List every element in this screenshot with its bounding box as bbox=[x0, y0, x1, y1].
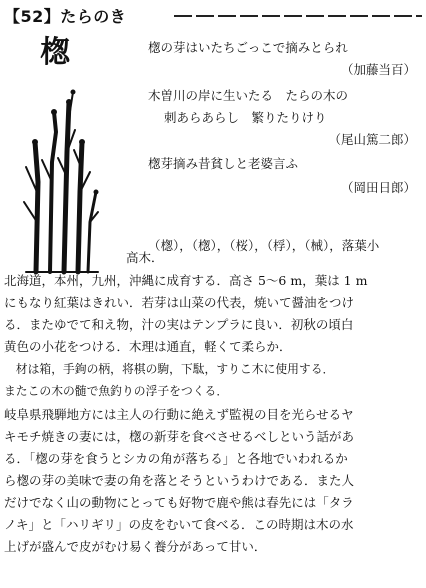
poem-2-line: 木曽川の岸に生いたる たらの木の bbox=[148, 88, 349, 103]
paragraph-line: だけでなく山の動物にとっても好物で鹿や熊は春先には「タラ bbox=[4, 495, 354, 510]
paragraph-line: にもなり紅葉はきれい．若芽は山菜の代表，焼いて醤油をつけ bbox=[4, 295, 355, 310]
alias-names-2: 高木． bbox=[126, 250, 164, 265]
poem-1-line: 楤の芽はいたちごっこで摘みとられ bbox=[148, 40, 348, 55]
paragraph-line: ノキ」と「ハリギリ」の皮をむいて食べる．この時期は木の水 bbox=[4, 517, 354, 532]
poem-3-line: 楤芽摘み昔貧しと老婆言ふ bbox=[148, 156, 299, 171]
paragraph-line: またこの木の髄で魚釣りの浮子をつくる． bbox=[4, 384, 229, 398]
poem-1-author: （加藤当百） bbox=[340, 62, 416, 77]
paragraph-line: 岐阜県飛騨地方には主人の行動に絶えず監視の目を光らせるヤ bbox=[4, 407, 354, 422]
paragraph-line: 北海道，本州，九州，沖縄に成育する．高さ 5～6 m，葉は 1 m bbox=[4, 273, 368, 288]
poem-3-author: （岡田日郎） bbox=[340, 180, 416, 195]
alias-names: （楤），（楤），（桜），（桴），（械），落葉小 bbox=[148, 238, 380, 253]
paragraph-line: 材は箱，手鉤の柄，将棋の駒，下駄，すりこ木に使用する． bbox=[4, 362, 335, 376]
paragraph-line: る．「楤の芽を食うとシカの角が落ちる」と各地でいわれるか bbox=[4, 451, 348, 466]
poem-2-line-2: 刺あらあらし 繁りたりけり bbox=[164, 110, 327, 125]
poem-2-author: （尾山篤二郎） bbox=[328, 132, 416, 147]
paragraph-line: ら楤の芽の美味で妻の角を落とそうというわけである．また人 bbox=[4, 473, 355, 488]
section-header bbox=[4, 4, 422, 24]
paragraph-2 bbox=[4, 358, 422, 402]
paragraph-line: 上げが盛んで皮がむけ易く養分があって甘い． bbox=[4, 539, 267, 554]
paragraph-line: キモチ焼きの妻には，楤の新芽を食べさせるべしという話があ bbox=[4, 429, 355, 444]
paragraph-1 bbox=[4, 270, 422, 358]
section-title: 【52】たらのき bbox=[4, 7, 127, 26]
paragraph-3 bbox=[4, 404, 422, 558]
header-rule bbox=[174, 15, 422, 17]
paragraph-line: る．またゆでて和え物，汁の実はテンプラに良い．初秋の頃白 bbox=[4, 317, 354, 332]
heading-kanji: 楤 bbox=[40, 35, 70, 70]
paragraph-line: 黄色の小花をつける．木理は通直，軽くて柔らか． bbox=[4, 339, 292, 354]
tree-illustration bbox=[12, 72, 132, 277]
